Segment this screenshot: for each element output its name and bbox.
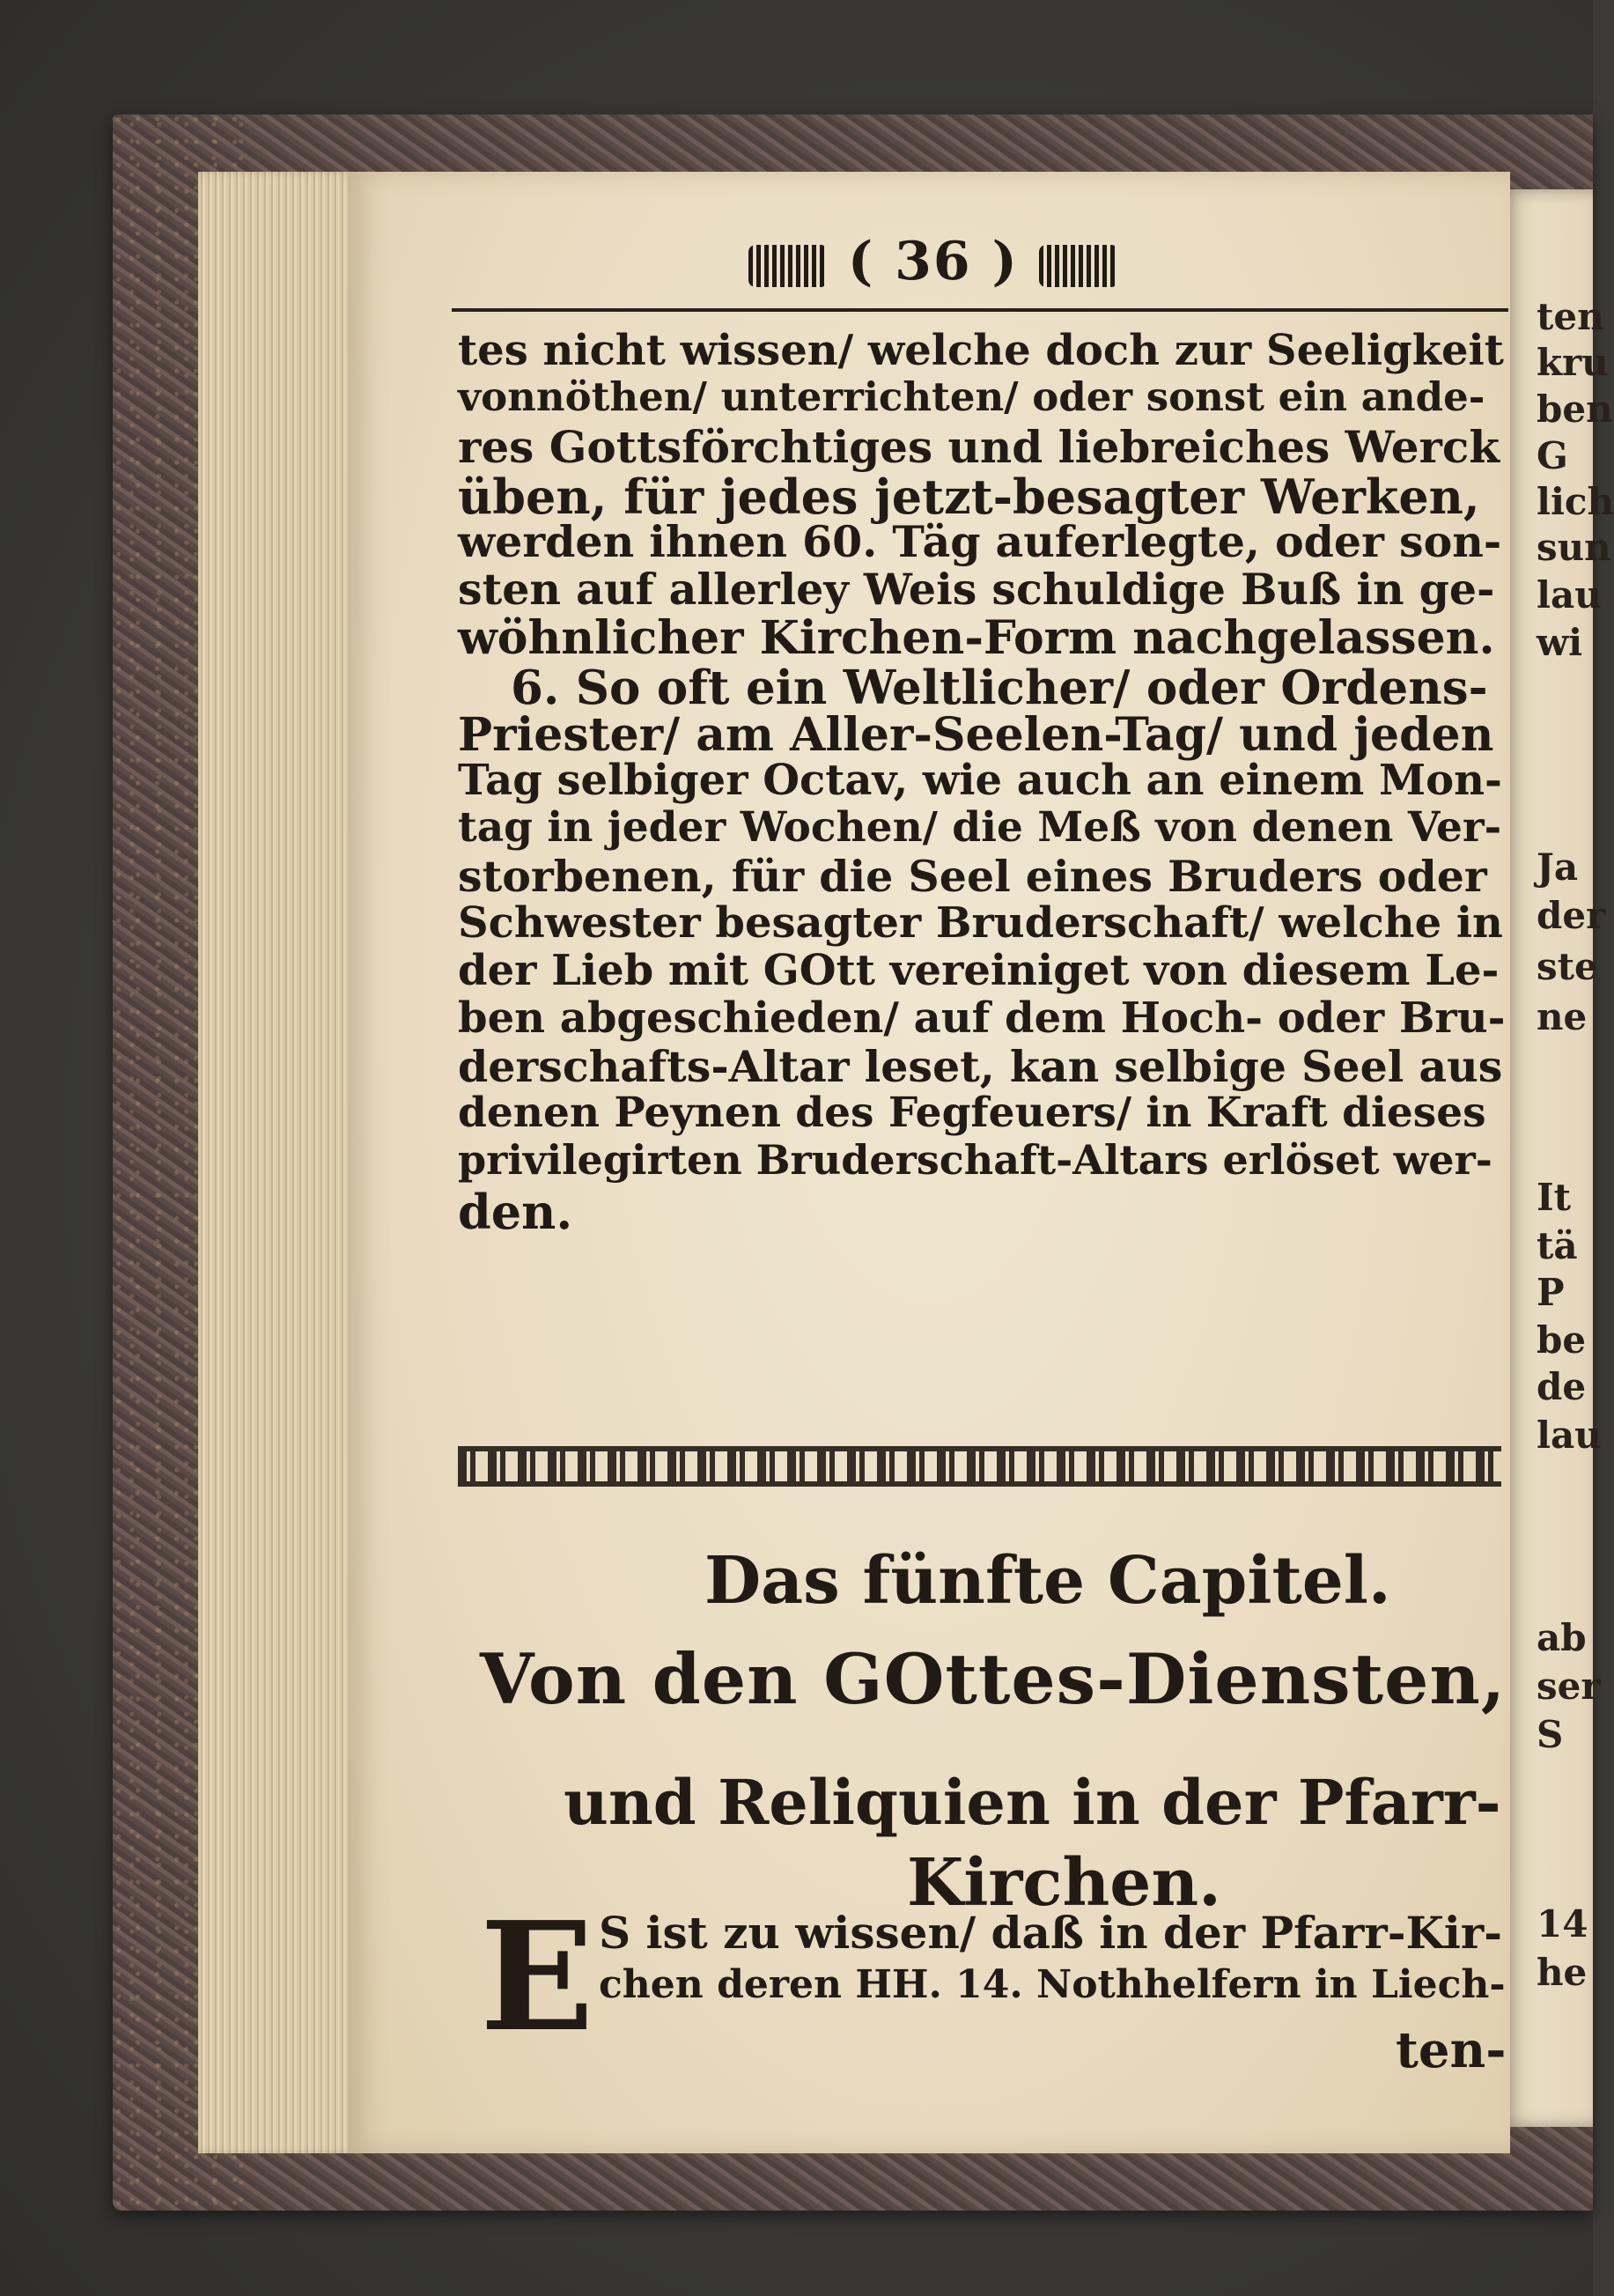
chapter-subtitle-line2: Kirchen. [907,1845,1221,1921]
header-rule [452,308,1508,312]
text-line: werden ihnen 60. Täg auferlegte, oder son- [458,516,1502,567]
text-line: tes nicht wissen/ welche doch zur Seeligkeit [458,326,1504,375]
facing-fragment: he [1537,1951,1588,1994]
facing-fragment: G [1537,434,1568,477]
ornament-right-icon [1039,245,1118,287]
facing-fragment: de [1537,1365,1587,1408]
ornament-divider [458,1446,1501,1487]
facing-fragment: ser [1537,1665,1601,1708]
text-line: res Gottsförchtiges und liebreiches Werck [458,421,1500,473]
text-line: derschafts-Altar leset, kan selbige Seel aus [458,1041,1503,1092]
text-line: S ist zu wissen/ daß in der Pfarr-Kir- [599,1907,1503,1959]
facing-fragment: der [1537,894,1606,937]
text-line: wöhnlicher Kirchen-Form nachgelassen. [458,611,1495,665]
text-line: ben abgeschieden/ auf dem Hoch- oder Bru- [458,993,1506,1043]
text-line: storbenen, für die Seel eines Bruders oder [458,851,1487,902]
text-line: tag in jeder Wochen/ die Meß von denen Ver- [458,803,1502,852]
facing-fragment: lau [1537,573,1602,616]
facing-fragment: tä [1537,1224,1578,1267]
text-line: denen Peynen des Fegfeuers/ in Kraft dieses [458,1089,1486,1137]
chapter-subtitle-line1: und Reliquien in der Pfarr- [564,1766,1501,1839]
catchword: ten- [1396,2021,1507,2079]
facing-fragment: 14 [1537,1902,1588,1945]
facing-fragment: be [1537,1318,1587,1362]
facing-page [1501,189,1614,2127]
ornament-left-icon [748,245,828,287]
text-line: 6. So oft ein Weltlicher/ oder Ordens- [511,661,1488,715]
chapter-label: Das fünfte Capitel. [704,1543,1391,1619]
facing-fragment: ten [1537,295,1604,338]
text-line: üben, für jedes jetzt-besagter Werken, [458,469,1480,525]
facing-fragment: kru [1537,341,1609,384]
text-line: sten auf allerley Weis schuldige Buß in ge- [458,564,1495,615]
text-line: den. [458,1184,573,1240]
facing-fragment: S [1537,1713,1564,1756]
facing-fragment: lich [1537,480,1614,523]
facing-fragment: lau [1537,1414,1602,1457]
facing-fragment: wi [1537,621,1583,664]
text-line: der Lieb mit GOtt vereiniget von diesem Le- [458,946,1500,995]
drop-cap: E [480,1889,594,2065]
text-line: Tag selbiger Octav, wie auch an einem Mon- [458,756,1502,805]
facing-fragment: It [1537,1176,1572,1219]
facing-fragment: Ja [1537,845,1579,889]
text-line: chen deren HH. 14. Nothhelfern in Liech- [599,1962,1506,2007]
page-number: ( 36 ) [847,231,1019,292]
facing-fragment: sun [1537,526,1611,569]
chapter-title: Von den GOttes-Diensten, [480,1638,1507,1720]
facing-fragment: ne [1537,995,1588,1038]
facing-fragment: ste [1537,945,1598,988]
facing-fragment: ab [1537,1616,1587,1659]
text-line: privilegirten Bruderschaft-Altars erlöset wer- [458,1136,1492,1184]
page-edges [198,172,365,2153]
text-line: Priester/ am Aller-Seelen-Tag/ und jeden [458,708,1494,762]
facing-fragment: ben [1537,388,1613,431]
text-line: Schwester besagter Bruderschaft/ welche in [458,898,1503,948]
page-header [748,231,1118,292]
facing-fragment: P [1537,1271,1565,1314]
text-line: vonnöthen/ unterrichten/ oder sonst ein ande- [458,373,1485,420]
